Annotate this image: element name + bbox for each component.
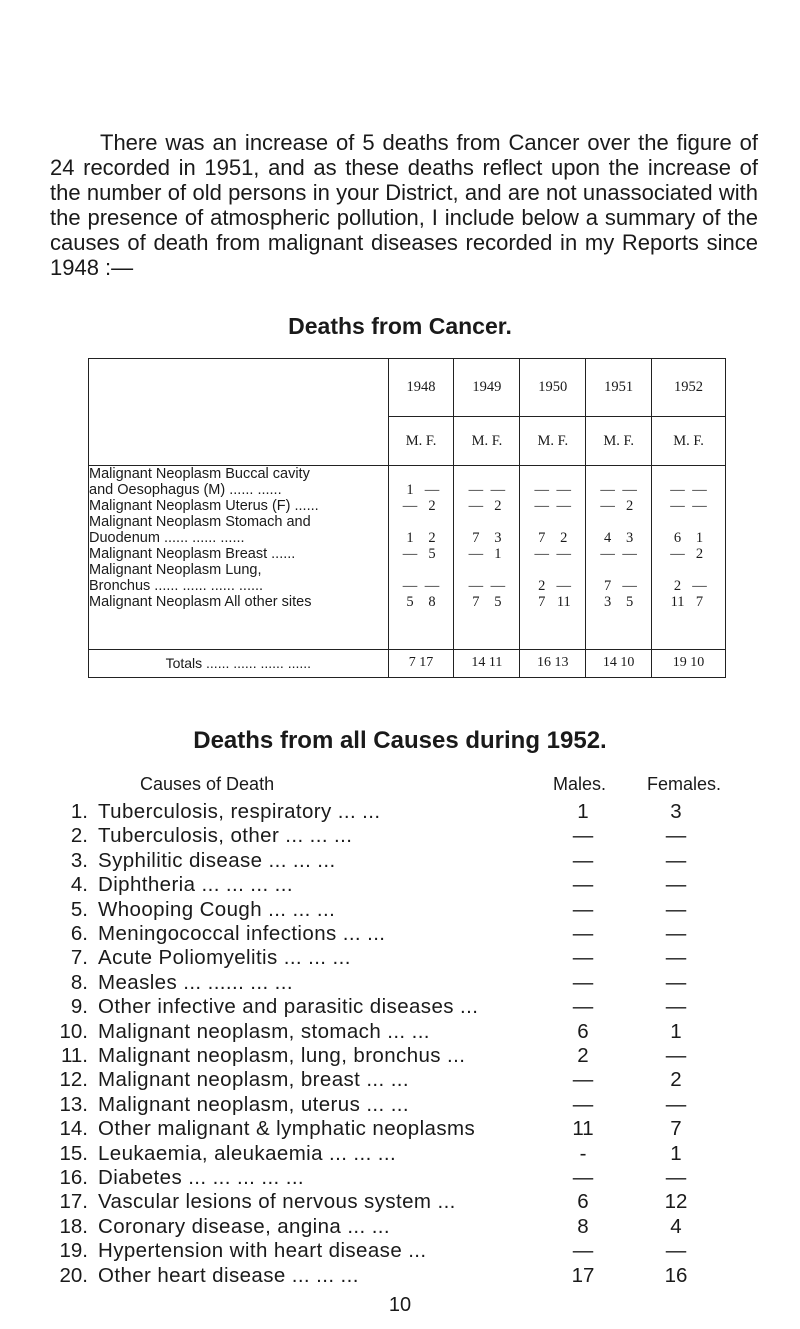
female-value: 5 <box>626 594 634 611</box>
female-value: 2 <box>494 498 502 515</box>
year-header: 1948 <box>388 359 454 417</box>
spacer <box>454 562 519 578</box>
value-pair <box>389 530 454 546</box>
cause-number: 9. <box>70 995 88 1019</box>
sex-header: M. F. <box>454 417 520 466</box>
value-pair <box>454 578 519 594</box>
cause-row <box>0 1068 800 1093</box>
male-value: 1 <box>406 530 414 547</box>
male-value: 2 <box>673 578 682 595</box>
female-value: — <box>490 482 506 499</box>
female-value: 3 <box>494 530 502 547</box>
spacer <box>389 562 454 578</box>
cause-row <box>0 800 800 825</box>
cause-number: 18. <box>59 1214 88 1238</box>
male-value: — <box>600 482 615 499</box>
cause-row <box>0 1264 800 1289</box>
females-count: 1 <box>670 1019 682 1043</box>
male-value: 7 <box>538 594 546 611</box>
female-value: 3 <box>626 530 634 547</box>
total-value: 14 11 <box>454 649 520 678</box>
cause-label: Vascular lesions of nervous system ... <box>98 1190 456 1214</box>
cause-number: 14. <box>59 1117 88 1141</box>
cause-label: Diphtheria ... ... ... ... <box>98 873 293 897</box>
cause-number: 17. <box>59 1190 88 1214</box>
female-value: 11 <box>556 594 571 611</box>
value-pair <box>652 546 725 562</box>
value-pair <box>389 578 454 594</box>
value-pair <box>454 482 519 498</box>
female-value: — <box>556 578 572 595</box>
value-pair <box>389 498 454 514</box>
cause-row <box>0 971 800 996</box>
cause-row <box>0 1117 800 1142</box>
male-value: — <box>534 498 550 515</box>
female-value: — <box>622 578 637 595</box>
value-pair <box>586 546 651 562</box>
males-column-header: Males. <box>553 774 607 794</box>
female-value: 1 <box>494 546 502 563</box>
sex-header: M. F. <box>388 417 454 466</box>
cause-number: 7. <box>70 946 88 970</box>
cause-number: 15. <box>59 1141 88 1165</box>
females-count: 7 <box>670 1117 682 1141</box>
females-count: 16 <box>664 1263 688 1287</box>
female-value: 1 <box>695 530 704 547</box>
site-label-line: Malignant Neoplasm Stomach and <box>89 514 311 531</box>
total-value: 16 13 <box>520 649 586 678</box>
cause-label: Coronary disease, angina ... ... <box>98 1214 390 1238</box>
cause-row <box>0 946 800 971</box>
male-value: — <box>534 546 550 563</box>
male-value: — <box>600 498 615 515</box>
males-count: — <box>572 897 594 921</box>
male-value: 7 <box>538 530 546 547</box>
value-pair <box>389 482 454 498</box>
value-pair <box>520 594 585 610</box>
spacer <box>586 562 651 578</box>
year-values-1952 <box>652 466 726 649</box>
females-count: — <box>665 1092 687 1116</box>
females-count: — <box>665 1044 687 1067</box>
male-value: — <box>468 498 484 515</box>
female-value: 5 <box>494 594 502 611</box>
cause-number: 12. <box>59 1068 88 1092</box>
totals-label: Totals ...... ...... ...... ...... <box>89 649 389 678</box>
cause-label: Malignant neoplasm, breast ... ... <box>98 1068 409 1092</box>
males-count: — <box>572 1068 594 1092</box>
cause-row <box>0 1142 800 1167</box>
cause-row <box>0 873 800 898</box>
females-count: 12 <box>664 1190 688 1214</box>
female-value: 7 <box>695 594 704 611</box>
cause-label: Hypertension with heart disease ... <box>98 1239 427 1263</box>
males-count: 11 <box>572 1117 594 1141</box>
spacer <box>389 466 454 482</box>
male-value: 5 <box>406 594 414 611</box>
cause-number: 19. <box>59 1239 88 1263</box>
cancer-body-row <box>89 466 726 649</box>
females-count: — <box>665 970 687 994</box>
female-value: — <box>692 578 707 595</box>
intro-text: There was an increase of 5 deaths from Cancer over the figure of 24 recorded in 1951, and as these deaths reflect upon the increase of the number of old persons in your District, and are not unassociated with the presence of atmospheric pollution, I include below a summary of the causes of death from malignant diseases recorded in my Reports since 1948 :— <box>50 130 758 280</box>
year-header: 1949 <box>454 359 520 417</box>
female-value: — <box>490 578 506 595</box>
cause-label: Malignant neoplasm, uterus ... ... <box>98 1092 409 1116</box>
sex-header: M. F. <box>586 417 652 466</box>
corner-cell <box>89 359 389 466</box>
spacer <box>454 514 519 530</box>
males-count: — <box>572 970 594 994</box>
female-value: — <box>556 546 572 563</box>
cause-row <box>0 1044 800 1069</box>
year-header: 1952 <box>652 359 726 417</box>
cause-label: Whooping Cough ... ... ... <box>98 897 336 921</box>
cause-row <box>0 1093 800 1118</box>
site-label-line: Malignant Neoplasm Buccal cavity <box>89 466 310 483</box>
females-count: — <box>665 873 687 897</box>
cancer-table-title: Deaths from Cancer. <box>288 313 512 339</box>
year-values-1948 <box>388 466 454 649</box>
females-count: 3 <box>670 800 682 823</box>
cause-label: Syphilitic disease ... ... ... <box>98 848 336 872</box>
female-value: — <box>424 578 440 595</box>
males-count: — <box>572 848 594 872</box>
cause-number: 6. <box>70 922 88 945</box>
cause-label: Other infective and parasitic diseases ... <box>98 995 479 1019</box>
cause-row <box>0 922 800 947</box>
male-value: — <box>534 482 550 499</box>
male-value: 7 <box>604 578 612 595</box>
cause-row <box>0 995 800 1020</box>
female-value: 2 <box>560 530 568 547</box>
females-count: — <box>665 848 687 872</box>
cause-row <box>0 1239 800 1264</box>
male-value: 7 <box>472 530 480 547</box>
value-pair <box>586 594 651 610</box>
year-header-row <box>89 359 726 417</box>
female-value: 2 <box>695 546 704 563</box>
cause-row <box>0 824 800 849</box>
females-column-header: Females. <box>647 774 722 794</box>
female-value: — <box>622 546 637 563</box>
males-count: 2 <box>577 1044 589 1067</box>
cause-label: Measles ... ...... ... ... <box>98 970 293 994</box>
cause-label: Other heart disease ... ... ... <box>98 1263 359 1287</box>
site-label-line: Malignant Neoplasm Uterus (F) ...... <box>89 498 319 515</box>
male-value: 11 <box>670 594 685 611</box>
female-value: 2 <box>428 530 436 547</box>
spacer <box>389 514 454 530</box>
females-count: — <box>665 1239 687 1263</box>
male-value: — <box>402 498 418 515</box>
value-pair <box>586 482 651 498</box>
year-values-1951 <box>586 466 652 649</box>
sex-header: M. F. <box>520 417 586 466</box>
cause-row <box>0 1190 800 1215</box>
males-count: — <box>572 1239 594 1263</box>
male-value: — <box>468 482 484 499</box>
male-value: 2 <box>538 578 546 595</box>
females-count: — <box>665 1166 687 1189</box>
spacer <box>652 514 725 530</box>
males-count: 6 <box>577 1019 589 1043</box>
cause-number: 5. <box>70 897 88 921</box>
value-pair <box>454 594 519 610</box>
cause-row <box>0 1215 800 1240</box>
female-value: 8 <box>428 594 436 611</box>
cause-number: 8. <box>70 970 88 994</box>
site-labels <box>89 466 389 649</box>
females-count: 4 <box>670 1214 682 1238</box>
site-label-line: Malignant Neoplasm Lung, <box>89 562 262 579</box>
females-count: 1 <box>670 1141 682 1165</box>
males-count: — <box>572 946 594 970</box>
spacer <box>652 466 725 482</box>
site-label-line: Duodenum ...... ...... ...... <box>89 530 245 547</box>
females-count: — <box>665 922 687 945</box>
cause-label: Leukaemia, aleukaemia ... ... ... <box>98 1141 397 1165</box>
year-values-1949 <box>454 466 520 649</box>
cause-number: 2. <box>70 824 88 848</box>
spacer <box>586 466 651 482</box>
value-pair <box>652 578 725 594</box>
males-count: 1 <box>577 800 589 823</box>
males-count: — <box>572 1166 594 1189</box>
male-value: — <box>402 578 418 595</box>
value-pair <box>652 482 725 498</box>
cause-row <box>0 898 800 923</box>
females-count: — <box>665 897 687 921</box>
cause-number: 4. <box>70 873 88 897</box>
value-pair <box>652 498 725 514</box>
female-value: — <box>622 482 637 499</box>
cancer-deaths-table <box>88 358 726 678</box>
female-value: — <box>556 498 572 515</box>
page-number: 10 <box>388 1294 412 1316</box>
value-pair <box>586 578 651 594</box>
cause-label: Diabetes ... ... ... ... ... <box>98 1166 305 1189</box>
males-count: — <box>572 824 594 848</box>
site-label-line: Bronchus ...... ...... ...... ...... <box>89 578 264 595</box>
cause-row <box>0 849 800 874</box>
cause-label: Tuberculosis, other ... ... ... <box>98 824 353 848</box>
value-pair <box>520 546 585 562</box>
females-count: — <box>665 824 687 848</box>
males-count: — <box>572 922 594 945</box>
male-value: 6 <box>673 530 682 547</box>
causes-section-title: Deaths from all Causes during 1952. <box>193 727 607 754</box>
value-pair <box>454 498 519 514</box>
spacer <box>520 466 585 482</box>
cause-number: 20. <box>59 1263 88 1287</box>
female-value: — <box>424 482 440 499</box>
cause-row <box>0 1166 800 1191</box>
male-value: — <box>402 546 418 563</box>
males-count: - <box>579 1141 587 1165</box>
spacer <box>454 466 519 482</box>
spacer <box>520 514 585 530</box>
value-pair <box>586 530 651 546</box>
site-label-line: Malignant Neoplasm All other sites <box>89 594 312 611</box>
value-pair <box>520 530 585 546</box>
males-count: — <box>572 873 594 897</box>
total-value: 7 17 <box>388 649 454 678</box>
intro-paragraph <box>50 130 758 280</box>
male-value: 7 <box>472 594 480 611</box>
male-value: — <box>670 546 685 563</box>
males-count: — <box>572 995 594 1019</box>
value-pair <box>454 546 519 562</box>
value-pair <box>652 594 725 610</box>
site-label-line: and Oesophagus (M) ...... ...... <box>89 482 282 499</box>
causes-column-header: Causes of Death <box>140 774 275 794</box>
value-pair <box>652 530 725 546</box>
cause-label: Acute Poliomyelitis ... ... ... <box>98 946 351 970</box>
cause-label: Tuberculosis, respiratory ... ... <box>98 800 381 823</box>
cause-number: 10. <box>59 1019 88 1043</box>
cause-number: 13. <box>59 1092 88 1116</box>
value-pair <box>389 594 454 610</box>
cause-number: 1. <box>70 800 88 823</box>
females-count: — <box>665 995 687 1019</box>
male-value: — <box>600 546 615 563</box>
year-values-1950 <box>520 466 586 649</box>
spacer <box>652 562 725 578</box>
males-count: 17 <box>571 1263 595 1287</box>
cause-label: Other malignant & lymphatic neoplasms <box>98 1117 476 1141</box>
female-value: 2 <box>626 498 634 515</box>
female-value: 2 <box>428 498 436 515</box>
male-value: — <box>670 482 685 499</box>
value-pair <box>586 498 651 514</box>
totals-row <box>89 649 726 678</box>
value-pair <box>520 578 585 594</box>
female-value: 5 <box>428 546 436 563</box>
value-pair <box>520 482 585 498</box>
value-pair <box>520 498 585 514</box>
females-count: — <box>665 946 687 970</box>
females-count: 2 <box>670 1068 682 1092</box>
male-value: 4 <box>604 530 612 547</box>
cause-label: Malignant neoplasm, lung, bronchus ... <box>98 1044 466 1067</box>
year-header: 1951 <box>586 359 652 417</box>
female-value: — <box>692 482 707 499</box>
female-value: — <box>692 498 707 515</box>
male-value: — <box>670 498 685 515</box>
males-count: 6 <box>577 1190 589 1214</box>
cause-number: 3. <box>70 848 88 872</box>
cause-row <box>0 1020 800 1045</box>
spacer <box>586 514 651 530</box>
year-header: 1950 <box>520 359 586 417</box>
cause-number: 11. <box>61 1044 88 1067</box>
value-pair <box>389 546 454 562</box>
male-value: — <box>468 546 484 563</box>
males-count: 8 <box>577 1214 589 1238</box>
spacer <box>520 562 585 578</box>
cause-number: 16. <box>59 1166 88 1189</box>
value-pair <box>454 530 519 546</box>
male-value: 3 <box>604 594 612 611</box>
cause-label: Meningococcal infections ... ... <box>98 922 386 945</box>
male-value: 1 <box>406 482 414 499</box>
site-label-line: Malignant Neoplasm Breast ...... <box>89 546 296 563</box>
cause-label: Malignant neoplasm, stomach ... ... <box>98 1019 430 1043</box>
female-value: — <box>556 482 572 499</box>
sex-header: M. F. <box>652 417 726 466</box>
total-value: 14 10 <box>586 649 652 678</box>
male-value: — <box>468 578 484 595</box>
total-value: 19 10 <box>652 649 726 678</box>
males-count: — <box>572 1092 594 1116</box>
